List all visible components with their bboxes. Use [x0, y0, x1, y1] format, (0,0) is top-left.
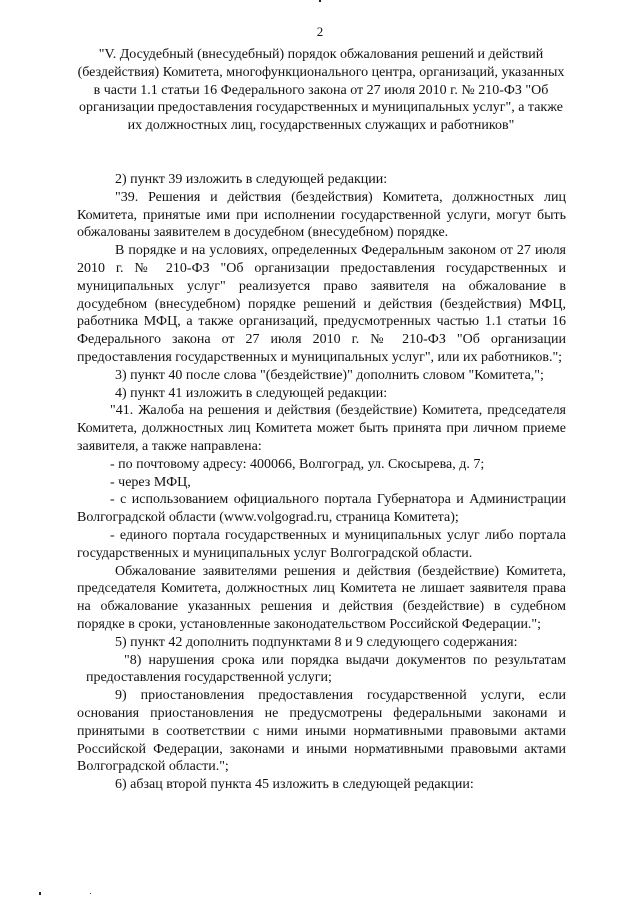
- scan-speck: [319, 0, 321, 2]
- section-title: "V. Досудебный (внесудебный) порядок обжалования решений и действий (бездействия) Комитета, многофункционального центра, организаций, указанных в части 1.1 статьи 16 Федерального закона от 27 июля 2010 г. № 210-ФЗ "Об организации предоставления государственных и муниципальных услуг", а также их должностных лиц, государственных служащих и работников": [77, 47, 565, 134]
- paragraph: 5) пункт 42 дополнить подпунктами 8 и 9 следующего содержания:: [115, 634, 518, 650]
- paragraph: В порядке и на условиях, определенных Федеральным законом от 27 июля 2010 г. № 210-ФЗ "Об организации предоставления государственных и муниципальных услуг" реализуется право заявителя на обжалование в досудебном (внесудебном) порядке решений и действия (бездействия) МФЦ, работника МФЦ, а также организаций, предусмотренных частью 1.1 статьи 16 Федерального закона от 27 июля 2010 г. № 210-ФЗ "Об организации предоставления государственных и муниципальных услуг", или их работников.";: [77, 243, 566, 365]
- paragraph: "8) нарушения срока или порядка выдачи документов по результатам предоставления государственной услуги;: [86, 652, 566, 686]
- list-item: - единого портала государственных и муниципальных услуг либо портала государственных и муниципальных услуг Волгоградской области.: [77, 527, 566, 561]
- document-body: [77, 171, 566, 794]
- paragraph: 6) абзац второй пункта 45 изложить в следующей редакции:: [115, 777, 474, 793]
- list-item: - через МФЦ,: [110, 474, 191, 490]
- paragraph: "41. Жалоба на решения и действия (бездействие) Комитета, председателя Комитета, должностных лиц Комитета может быть принята при личном приеме заявителя, а также направлена:: [77, 403, 566, 454]
- list-item: - по почтовому адресу: 400066, Волгоград, ул. Скосырева, д. 7;: [110, 456, 485, 472]
- paragraph: "39. Решения и действия (бездействия) Комитета, должностных лиц Комитета, принятые ими при исполнении государственной услуги, могут быть обжалованы заявителем в досудебном (внесудебном) порядке.: [77, 189, 566, 241]
- paragraph: 9) приостановления предоставления государственной услуги, если основания приостановления не предусмотрены федеральными законами и принятыми в соответствии с ними иными нормативными правовыми актами Российской Федерации, законами и иными нормативными правовыми актами Волгоградской области.";: [77, 688, 566, 775]
- page-number: 2: [316, 24, 324, 39]
- paragraph: 2) пункт 39 изложить в следующей редакции:: [115, 172, 388, 187]
- paragraph: Обжалование заявителями решения и действия (бездействие) Комитета, председателя Комитета, должностных лиц Комитета не лишает заявителя права на обжалование указанных решения и действия (бездействие) в судебном порядке в сроки, установленные законодательством Российской Федерации.";: [77, 563, 566, 632]
- list-item: - с использованием официального портала Губернатора и Администрации Волгоградской области (www.volgograd.ru, страница Комитета);: [77, 492, 566, 526]
- scan-speck: [39, 892, 41, 895]
- paragraph: 4) пункт 41 изложить в следующей редакции:: [115, 385, 388, 401]
- scan-speck: [90, 893, 91, 894]
- paragraph: 3) пункт 40 после слова "(бездействие)" дополнить словом "Комитета,";: [115, 367, 544, 383]
